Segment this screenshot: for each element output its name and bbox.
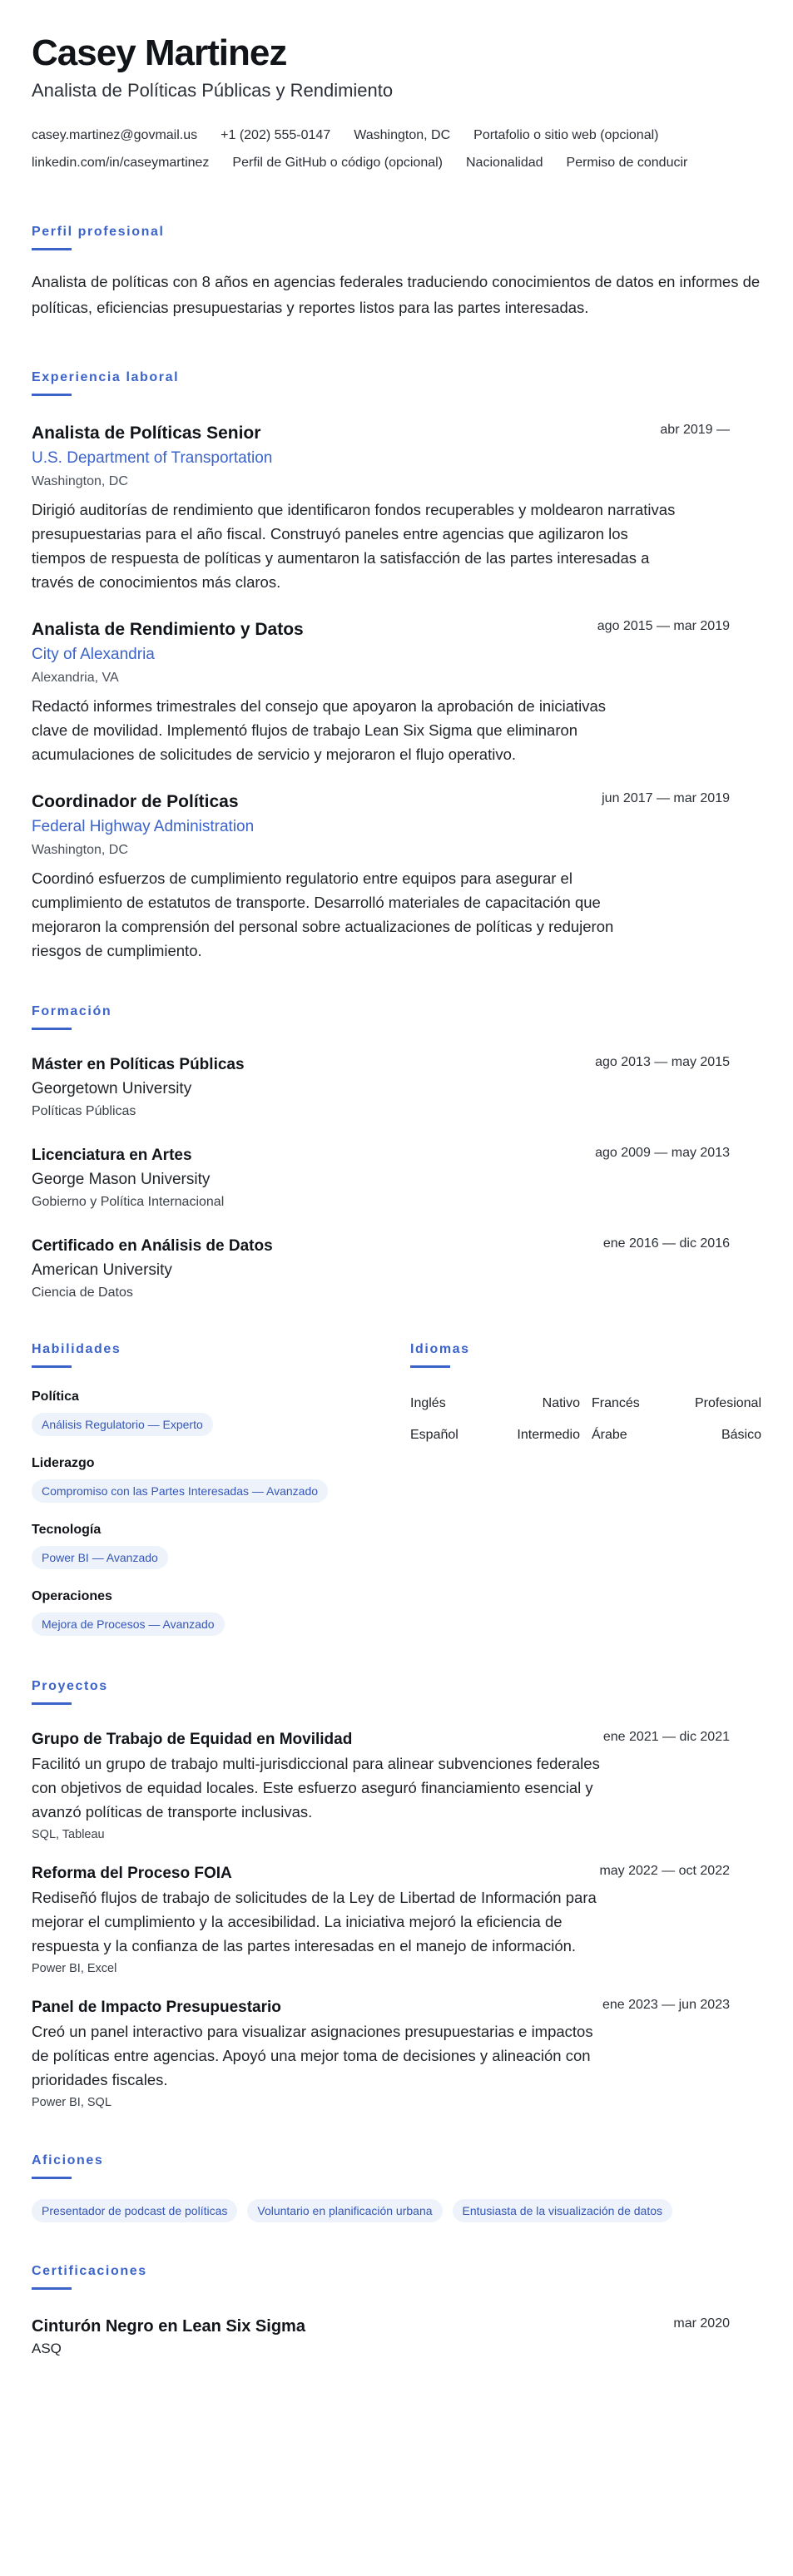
project-title: Grupo de Trabajo de Equidad en Movilidad — [32, 1731, 353, 1748]
job-location: Washington, DC — [32, 843, 128, 857]
language-item — [410, 1419, 580, 1451]
language-name: Árabe — [592, 1428, 627, 1442]
education-entry — [32, 1053, 761, 1122]
summary-section — [32, 223, 761, 320]
project-title: Panel de Impacto Presupuestario — [32, 1999, 281, 2016]
section-title: Perfil profesional — [32, 225, 165, 239]
skill-group — [32, 1388, 410, 1436]
hobby-chip: Voluntario en planificación urbana — [247, 2199, 442, 2222]
section-title: Certificaciones — [32, 2264, 147, 2278]
school-name: American University — [32, 1261, 172, 1279]
skill-group — [32, 1588, 410, 1636]
language-name: Español — [410, 1428, 458, 1442]
job-location: Washington, DC — [32, 474, 128, 488]
job-description: Coordinó esfuerzos de cumplimiento regulatorio entre equipos para asegurar el cumplimiento de estatutos de transporte. Desarrolló materiales de capacitación que mejoraron la comprensión del personal sobre actualizaciones de políticas y redujeron riesgos de cumplimiento. — [32, 869, 614, 959]
section-divider — [32, 1365, 72, 1368]
project-tech: Power BI, SQL — [32, 2096, 112, 2109]
skill-group — [32, 1521, 410, 1569]
school-name: Georgetown University — [32, 1080, 192, 1097]
section-title: Habilidades — [32, 1342, 121, 1356]
contact-github[interactable]: Perfil de GitHub o código (opcional) — [232, 156, 443, 170]
language-grid — [410, 1388, 761, 1451]
section-divider — [32, 248, 72, 250]
projects-section — [32, 1677, 761, 2112]
hobby-chip: Entusiasta de la visualización de datos — [453, 2199, 672, 2222]
section-divider — [32, 1028, 72, 1030]
section-title: Aficiones — [32, 2153, 104, 2167]
skill-category: Tecnología — [32, 1523, 102, 1537]
degree-title: Certificado en Análisis de Datos — [32, 1237, 273, 1255]
section-title: Idiomas — [410, 1342, 470, 1356]
section-divider — [32, 394, 72, 396]
company-name: U.S. Department of Transportation — [32, 449, 273, 467]
language-item — [592, 1388, 761, 1419]
skill-category: Política — [32, 1390, 79, 1404]
skill-category: Operaciones — [32, 1589, 112, 1603]
experience-section — [32, 369, 761, 963]
skill-chip: Power BI — Avanzado — [32, 1546, 168, 1569]
job-location: Alexandria, VA — [32, 671, 119, 685]
summary-text: Analista de políticas con 8 años en agencias federales traduciendo conocimientos de datos en informes de políticas, eficiencias presupuestarias y reportes listos para las partes interesadas. — [32, 273, 761, 316]
degree-title: Máster en Políticas Públicas — [32, 1056, 245, 1073]
degree-title: Licenciatura en Artes — [32, 1147, 192, 1164]
experience-entry — [32, 617, 761, 766]
certification-name: Cinturón Negro en Lean Six Sigma — [32, 2317, 305, 2336]
project-entry — [32, 1728, 761, 1844]
language-level: Intermedio — [517, 1428, 580, 1442]
skill-category: Liderazgo — [32, 1456, 95, 1470]
language-item — [592, 1419, 761, 1451]
language-name: Inglés — [410, 1396, 446, 1410]
language-name: Francés — [592, 1396, 640, 1410]
education-section — [32, 1003, 761, 1304]
contact-linkedin[interactable]: linkedin.com/in/caseymartinez — [32, 156, 210, 170]
project-entry — [32, 1862, 761, 1978]
contact-location: Washington, DC — [354, 128, 451, 142]
job-title: Analista de Rendimiento y Datos — [32, 620, 304, 639]
job-title: Analista de Políticas Senior — [32, 424, 261, 443]
contact-nationality: Nacionalidad — [466, 156, 543, 170]
company-name: Federal Highway Administration — [32, 818, 255, 835]
section-divider — [32, 1702, 72, 1705]
hobbies-section — [32, 2152, 761, 2222]
entry-dates: may 2022 — oct 2022 — [599, 1864, 730, 1878]
entry-dates: ago 2009 — may 2013 — [595, 1146, 730, 1160]
entry-dates: ago 2013 — may 2015 — [595, 1055, 730, 1069]
certification-entry — [32, 2315, 761, 2360]
field-of-study: Políticas Públicas — [32, 1104, 136, 1118]
hobby-chip: Presentador de podcast de políticas — [32, 2199, 237, 2222]
section-title: Experiencia laboral — [32, 370, 180, 384]
resume-header — [32, 32, 761, 176]
field-of-study: Ciencia de Datos — [32, 1286, 133, 1300]
entry-dates: jun 2017 — mar 2019 — [602, 791, 730, 805]
section-divider — [32, 2287, 72, 2290]
contact-portfolio[interactable]: Portafolio o sitio web (opcional) — [473, 128, 659, 142]
skills-section — [32, 1340, 410, 1636]
company-name: City of Alexandria — [32, 646, 155, 663]
education-entry — [32, 1235, 761, 1304]
skills-languages-row — [32, 1340, 761, 1636]
languages-section — [410, 1340, 761, 1636]
skill-chip: Mejora de Procesos — Avanzado — [32, 1612, 225, 1636]
entry-dates: ago 2015 — mar 2019 — [597, 619, 730, 633]
job-description: Dirigió auditorías de rendimiento que identificaron fondos recuperables y moldearon narrativas presupuestarias para el año fiscal. Construyó paneles entre agencias que agilizaron los tiempos de respuesta de políticas y aumentaron la satisfacción de las partes interesadas a través de conocimientos más claros. — [32, 501, 676, 591]
entry-dates: ene 2016 — dic 2016 — [602, 1236, 730, 1251]
skill-chip: Compromiso con las Partes Interesadas — Avanzado — [32, 1479, 328, 1503]
skill-group — [32, 1454, 410, 1503]
section-title: Formación — [32, 1004, 112, 1018]
section-title: Proyectos — [32, 1679, 108, 1693]
certifications-section — [32, 2262, 761, 2360]
language-item — [410, 1388, 580, 1419]
contact-list — [32, 121, 781, 176]
job-title: Coordinador de Políticas — [32, 792, 239, 811]
language-level: Profesional — [694, 1396, 761, 1410]
language-level: Básico — [721, 1428, 761, 1442]
skill-chip: Análisis Regulatorio — Experto — [32, 1413, 213, 1436]
experience-entry — [32, 421, 761, 594]
contact-driving-license: Permiso de conducir — [566, 156, 688, 170]
entry-dates: mar 2020 — [673, 2316, 730, 2331]
contact-phone[interactable]: +1 (202) 555-0147 — [221, 128, 331, 142]
section-divider — [410, 1365, 450, 1368]
candidate-name: Casey Martinez — [32, 32, 287, 73]
project-title: Reforma del Proceso FOIA — [32, 1865, 232, 1882]
language-level: Nativo — [542, 1396, 580, 1410]
project-description: Creó un panel interactivo para visualizar asignaciones presupuestarias e impactos de políticas entre agencias. Apoyó una mejor toma de decisiones y alineación con prioridades fiscales. — [32, 2023, 593, 2088]
project-description: Facilitó un grupo de trabajo multi-jurisdiccional para alinear subvenciones federales con objetivos de equidad locales. Este esfuerzo aseguró financiamiento esencial y avanzó políticas de transporte inclusivas. — [32, 1755, 600, 1821]
project-tech: SQL, Tableau — [32, 1828, 105, 1841]
candidate-headline: Analista de Políticas Públicas y Rendimiento — [32, 80, 394, 101]
school-name: George Mason University — [32, 1171, 211, 1188]
section-divider — [32, 2177, 72, 2179]
entry-dates: abr 2019 — — [660, 423, 730, 437]
entry-dates: ene 2023 — jun 2023 — [602, 1998, 730, 2012]
job-description: Redactó informes trimestrales del consejo que apoyaron la aprobación de iniciativas clave de movilidad. Implementó flujos de trabajo Lean Six Sigma que eliminaron acumulaciones de solicitudes de servicio y mejoraron el flujo operativo. — [32, 697, 607, 763]
certification-issuer: ASQ — [32, 2341, 62, 2356]
entry-dates: ene 2021 — dic 2021 — [602, 1730, 730, 1744]
project-entry — [32, 1996, 761, 2112]
hobby-chip-list — [32, 2192, 761, 2222]
contact-email[interactable]: casey.martinez@govmail.us — [32, 128, 198, 142]
project-tech: Power BI, Excel — [32, 1962, 117, 1975]
field-of-study: Gobierno y Política Internacional — [32, 1195, 225, 1209]
education-entry — [32, 1144, 761, 1213]
project-description: Rediseñó flujos de trabajo de solicitudes de la Ley de Libertad de Información para mejorar el cumplimiento y la accesibilidad. La iniciativa mejoró la eficiencia de respuesta y la confianza de las partes interesadas en el manejo de información. — [32, 1889, 597, 1954]
experience-entry — [32, 790, 761, 963]
